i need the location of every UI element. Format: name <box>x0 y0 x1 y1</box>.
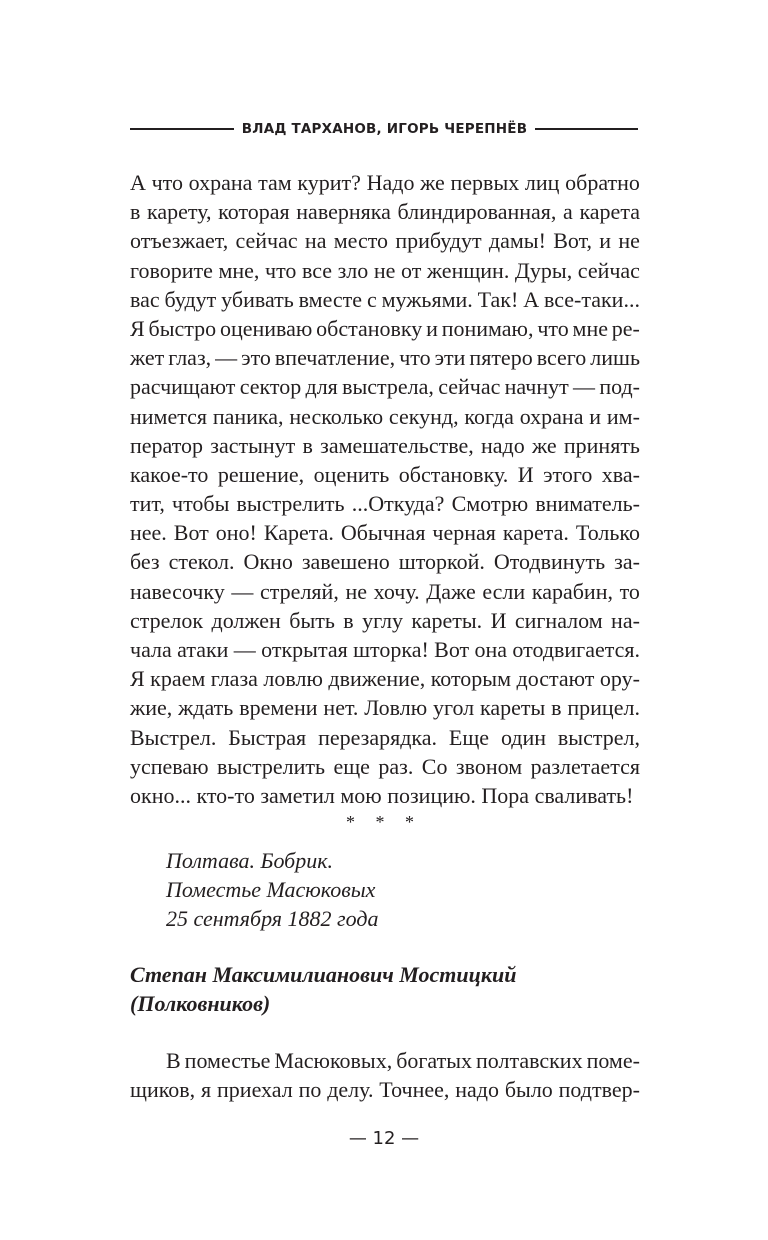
place-date-line: 25 сентября 1882 года <box>166 906 379 932</box>
text-line: навесочку — стреляй, не хочу. Даже если карабин, то <box>130 578 640 604</box>
text-line: без стекол. Окно завешено шторкой. Отодвинуть за- <box>130 549 640 575</box>
running-header <box>130 116 638 142</box>
text-line: какое-то решение, оценить обстановку. И этого хва- <box>130 461 640 487</box>
header-rule-left <box>130 128 234 130</box>
section-separator: * * * <box>346 812 422 832</box>
text-line: Я краем глаза ловлю движение, которым достают ору- <box>130 666 640 692</box>
page-number: — 12 — <box>348 1128 420 1149</box>
text-line: ператор застынут в замешательстве, надо же принять <box>130 432 640 458</box>
text-line: В поместье Масюковых, богатых полтавских поме- <box>166 1048 640 1073</box>
text-line: стрелок должен быть в углу кареты. И сигналом на- <box>130 607 640 633</box>
place-date-block <box>166 846 378 934</box>
text-line: окно... кто-то заметил мою позицию. Пора сваливать! <box>130 782 634 808</box>
text-line: тит, чтобы выстрелить ...Откуда? Смотрю вниматель- <box>130 491 640 517</box>
text-line: нимется паника, несколько секунд, когда охрана и им- <box>130 403 640 429</box>
place-date-line: Поместье Масюковых <box>166 877 376 903</box>
text-line: щиков, я приехал по делу. Точнее, надо было подтвер- <box>130 1077 640 1103</box>
place-date-line: Полтава. Бобрик. <box>166 848 334 873</box>
body-text-continued <box>130 1046 640 1104</box>
text-line: успеваю выстрелить еще раз. Со звоном разлетается <box>130 753 640 779</box>
heading-line: (Полковников) <box>130 991 271 1017</box>
character-heading <box>130 960 516 1018</box>
text-line: Выстрел. Быстрая перезарядка. Еще один выстрел, <box>130 724 640 750</box>
text-line: вас будут убивать вместе с мужьями. Так! А все-таки... <box>130 286 640 312</box>
body-text <box>130 168 640 810</box>
text-line: жие, ждать времени нет. Ловлю угол кареты в прицел. <box>130 695 640 721</box>
text-line: жет глаз, — это впечатление, что эти пятеро всего лишь <box>130 345 640 371</box>
text-line: отъезжает, сейчас на место прибудут дамы! Вот, и не <box>130 228 640 254</box>
text-line: Я быстро оцениваю обстановку и понимаю, что мне ре- <box>130 315 640 341</box>
text-line: расчищают сектор для выстрела, сейчас начнут — под- <box>130 374 640 400</box>
text-line: нее. Вот оно! Карета. Обычная черная карета. Только <box>130 520 640 546</box>
text-line: А что охрана там курит? Надо же первых лиц обратно <box>130 170 640 195</box>
text-line: чала атаки — открытая шторка! Вот она отодвигается. <box>130 637 640 662</box>
header-rule-right <box>535 128 638 130</box>
text-line: говорите мне, что все зло не от женщин. Дуры, сейчас <box>130 257 640 283</box>
text-line: в карету, которая наверняка блиндированная, а карета <box>130 199 640 225</box>
running-title: ВЛАД ТАРХАНОВ, ИГОРЬ ЧЕРЕПНЁВ <box>241 121 528 137</box>
heading-line: Степан Максимилианович Мостицкий <box>130 962 517 987</box>
